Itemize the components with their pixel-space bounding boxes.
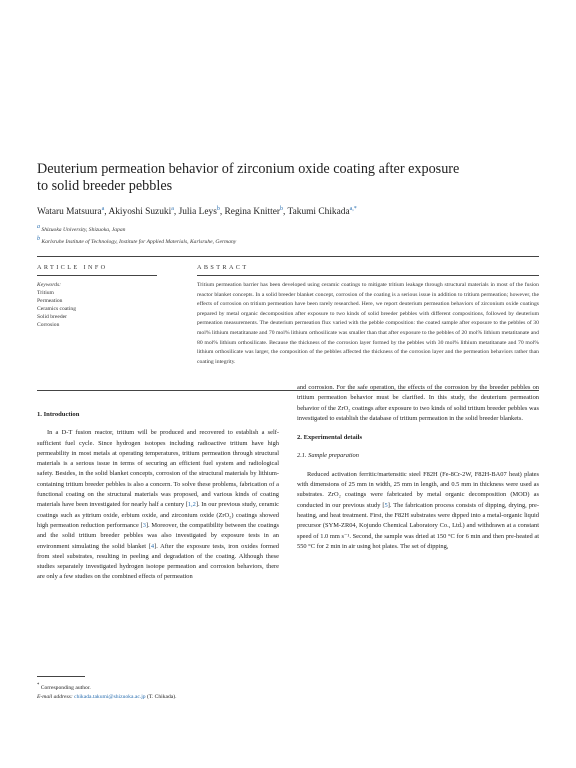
- affiliation-item: [37, 223, 537, 235]
- author-name: Wataru Matsuura: [37, 207, 102, 218]
- keyword-item: Permeation: [37, 298, 63, 304]
- affiliation-item: [37, 235, 537, 247]
- author-affiliation-marker[interactable]: a: [101, 206, 105, 212]
- keywords-block: [37, 281, 157, 329]
- affiliation-text: Shizuoka University, Shizuoka, Japan: [41, 226, 126, 233]
- section-heading-experimental: 2. Experimental details: [297, 434, 363, 442]
- keyword-item: Solid breeder: [37, 314, 67, 320]
- keyword-item: Ceramics coating: [37, 306, 76, 312]
- corresponding-author-note: * Corresponding author.: [37, 683, 91, 691]
- author-affiliation-marker[interactable]: b: [280, 206, 283, 212]
- keyword-item: Corrosion: [37, 322, 60, 328]
- author-separator: ,: [104, 207, 109, 218]
- intro-paragraph: In a D-T fusion reactor, tritium will be produced and recovered to establish a self-sufficient fuel cycle. Since hydrogen isotopes including radioactive tritium have high permeability in most metals at operating temperatures, tritium permeation through structural materials is a serious issue in terms of securing an efficient fuel system and radiological safety. Besides, in the solid blanket concepts, corrosion of the structural materials by lithium-containing tritium breeder pebbles is also a concern. To solve these problems, fabrication of a functional coating on the structural materials was proposed, and various kinds of coating materials have been investigated for nearly half a century [1,2]. In our previous study, ceramic coatings such as yttrium oxide, erbium oxide, and zirconium oxide (ZrO₂) coatings showed high permeation reduction performance [3]. Moreover, the compatibility between the coatings and the solid tritium breeder pebbles was also investigated by exposure tests in an environment simulating the solid blanket [4]. After the exposure tests, iron oxides formed from steel substrates, resulting in peeling and degradation of the coating. Although these studies separately investigated hydrogen isotope permeation and corrosion behaviors, there are only a few studies on the combined effects of permeation: [37, 429, 280, 581]
- author-separator: ,: [173, 207, 179, 218]
- affiliation-list: [37, 223, 537, 247]
- author-separator: ,: [283, 207, 288, 218]
- footnote: [37, 676, 337, 702]
- email-link[interactable]: chikada.takumi@shizuoka.ac.jp: [74, 693, 146, 700]
- author-affiliation-marker[interactable]: b: [216, 206, 220, 212]
- citation-link[interactable]: 5: [384, 501, 388, 509]
- author-separator: ,: [219, 207, 225, 218]
- author-name: Julia Leys: [178, 207, 217, 218]
- author-name: Akiyoshi Suzuki: [108, 207, 172, 218]
- right-column: [297, 383, 539, 552]
- abstract-text: Tritium permeation barrier has been developed using ceramic coatings to mitigate tritium leakage through structural materials in most of the fusion reactor blanket concepts. In a solid breeder blanket concept, corrosion of the coating is a serious issue in addition to tritium permeation; however, the effects of corrosion on tritium permeation have been rarely researched. Here, we report deuterium permeation behaviors of zirconium oxide coatings prepared by metal organic decomposition after exposure to two kinds of solid breeder pebbles with different compositions, followed by deuterium permeation measurements. The deuterium permeation flux varied with the pebble composition: the coated sample after exposure to the pebbles of 30 mol% lithium metatitanate and 70 mol% lithium orthosilicate was smaller than that after exposure to the pebbles of 20 mol% lithium metatitanate and 80 mol% lithium orthosilicate. Because the thickness of the corrosion layer formed by the pebbles with 30 mol% lithium metatitanate and 70 mol% lithium orthosilicate was larger, the composition of the pebbles affected the thickness of the corrosion layer and the permeation behaviors rather than coating integrity.: [197, 282, 539, 365]
- footnote-rule: [37, 676, 85, 677]
- subsection-heading-sample-preparation: 2.1. Sample preparation: [297, 452, 359, 460]
- citation-link[interactable]: 3: [142, 521, 146, 529]
- section-heading-introduction: 1. Introduction: [37, 411, 80, 418]
- keywords-label: Keywords:: [37, 282, 62, 288]
- divider-top: [37, 256, 539, 257]
- citation-link[interactable]: 4: [150, 542, 155, 550]
- article-info-heading: ARTICLE INFO: [37, 264, 108, 271]
- intro-paragraph-continued: and corrosion. For the safe operation, the effects of the corrosion by the breeder pebbles on tritium permeation behavior must be clarified. In this study, the deuterium permeation behavior of the ZrO₂ coatings after exposure to two kinds of solid tritium breeder pebbles was investigated to establish the database of tritium permeation in the solid breeder blankets.: [297, 384, 539, 422]
- left-column: [37, 410, 279, 583]
- author-name: Takumi Chikada: [287, 207, 350, 218]
- divider-abstract: [197, 275, 539, 276]
- abstract-heading: ABSTRACT: [197, 264, 249, 271]
- affiliation-text: Karlsruhe Institute of Technology, Institute for Applied Materials, Karlsruhe, Germany: [41, 238, 237, 245]
- experimental-paragraph: Reduced activation ferritic/martensitic steel F82H (Fe-8Cr-2W, F82H-BA07 heat) plates with dimensions of 25 mm in width, 25 mm in length, and 0.5 mm in thickness were used as substrates. ZrO₂ coatings were fabricated by metal organic decomposition (MOD) as conducted in our previous study [5]. The fabrication process consists of dipping, drying, pre-heating, and heat treatment. First, the F82H substrates were dipped into a metal-organic liquid precursor (SYM-ZR04, Kojundo Chemical Laboratory Co., Ltd.) and withdrawn at a constant speed of 1.0 mm s⁻¹. Second, the sample was dried at 150 °C for 6 min and then pre-heated at 550 °C for 2 min in air using hot plates. The set of dipping,: [297, 470, 539, 550]
- author-name: Regina Knitter: [224, 207, 280, 218]
- affiliation-marker: b: [37, 235, 40, 242]
- author-affiliation-marker[interactable]: a: [171, 206, 174, 212]
- citation-link[interactable]: 1,2: [187, 501, 196, 509]
- article-title: Deuterium permeation behavior of zirconium oxide coating after exposure to solid breeder pebbles: [37, 161, 460, 194]
- email-line: E-mail address: chikada.takumi@shizuoka.ac.jp (T. Chikada).: [37, 693, 177, 700]
- author-affiliation-marker[interactable]: a,*: [349, 206, 357, 212]
- divider-article-info: [37, 275, 157, 276]
- keyword-item: Tritium: [37, 290, 54, 296]
- author-list: [37, 203, 517, 218]
- affiliation-marker: a: [37, 224, 40, 230]
